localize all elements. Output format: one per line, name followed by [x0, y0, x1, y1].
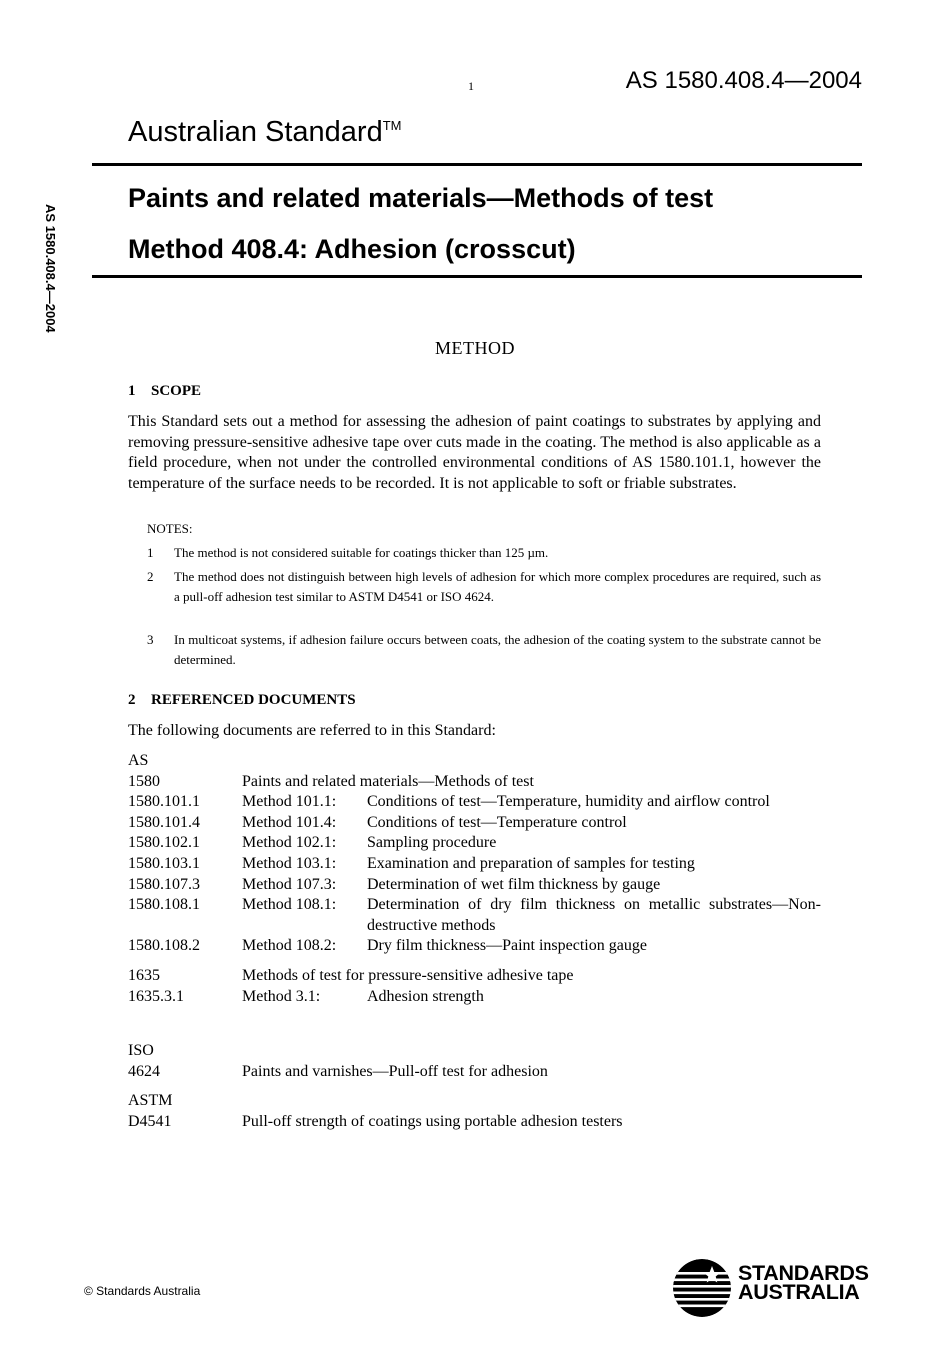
reference-title: Dry film thickness—Paint inspection gauge — [367, 937, 647, 955]
reference-title: Methods of test for pressure-sensitive adhesive tape — [242, 966, 574, 984]
reference-title: Conditions of test—Temperature, humidity and airflow control — [367, 793, 770, 811]
reference-row — [128, 833, 821, 854]
reference-title: Conditions of test—Temperature control — [367, 813, 627, 831]
reference-row — [128, 895, 821, 936]
group-label-astm: ASTM — [128, 1092, 173, 1109]
brand-title — [128, 116, 402, 149]
reference-row — [128, 1112, 821, 1133]
method-heading: METHOD — [435, 338, 515, 358]
note-item — [147, 543, 821, 563]
reference-code: 1635.3.1 — [128, 987, 184, 1005]
note-number: 2 — [147, 569, 154, 584]
reference-row — [128, 987, 821, 1008]
reference-row — [128, 792, 821, 813]
reference-row — [128, 875, 821, 896]
references-number: 2 — [128, 692, 136, 708]
logo-line-1: STANDARDS — [738, 1261, 869, 1285]
notes-label: NOTES: — [147, 521, 193, 536]
standard-id: AS 1580.408.4—2004 — [625, 67, 862, 94]
standards-australia-logo-icon — [672, 1258, 732, 1318]
note-number: 1 — [147, 545, 154, 560]
note-number: 3 — [147, 632, 154, 647]
reference-title: Determination of dry film thickness on metallic substrates—Non-destructive methods — [367, 896, 821, 934]
reference-row — [128, 936, 821, 957]
reference-code: 1580.102.1 — [128, 834, 200, 852]
astm-reference-group — [128, 1091, 821, 1132]
reference-title: Paints and related materials—Methods of test — [242, 772, 534, 790]
note-item — [147, 630, 821, 669]
reference-method: Method 101.1: — [242, 793, 337, 811]
reference-code: 4624 — [128, 1062, 160, 1080]
scope-paragraph: This Standard sets out a method for assessing the adhesion of paint coatings to substrates by applying and removing pressure-sensitive adhesive tape over cuts made in the coating. The method is also applicable as a field procedure, when not under the controlled environmental conditions of AS 1580.101.1, however the temperature of the surface needs to be recorded. It is not applicable to soft or friable substrates. — [128, 413, 821, 492]
reference-row — [128, 854, 821, 875]
reference-row — [128, 966, 821, 987]
copyright-notice: © Standards Australia — [84, 1284, 201, 1298]
group-label-iso: ISO — [128, 1042, 154, 1059]
reference-code: 1580 — [128, 772, 160, 790]
trademark-mark: TM — [382, 118, 402, 133]
reference-title: Sampling procedure — [367, 834, 497, 852]
reference-title: Pull-off strength of coatings using portable adhesion testers — [242, 1112, 623, 1130]
reference-method: Method 101.4: — [242, 813, 337, 831]
reference-method: Method 102.1: — [242, 834, 337, 852]
note-text: The method does not distinguish between high levels of adhesion for which more complex procedures are required, such as a pull-off adhesion test similar to ASTM D4541 or ISO 4624. — [174, 569, 821, 604]
reference-code: D4541 — [128, 1112, 172, 1130]
reference-code: 1580.107.3 — [128, 875, 200, 893]
reference-method: Method 107.3: — [242, 875, 337, 893]
brand-name: Australian Standard — [128, 116, 383, 148]
reference-title: Examination and preparation of samples for testing — [367, 854, 695, 872]
references-heading — [128, 692, 356, 709]
reference-title: Paints and varnishes—Pull-off test for adhesion — [242, 1062, 548, 1080]
scope-heading — [128, 383, 201, 400]
document-subtitle: Method 408.4: Adhesion (crosscut) — [128, 234, 576, 264]
reference-method: Method 3.1: — [242, 987, 321, 1005]
logo-line-2: AUSTRALIA — [738, 1280, 860, 1304]
reference-row — [128, 1062, 821, 1083]
reference-method: Method 108.1: — [242, 896, 337, 914]
reference-method: Method 103.1: — [242, 854, 337, 872]
note-text: In multicoat systems, if adhesion failure occurs between coats, the adhesion of the coating system to the substrate cannot be determined. — [174, 632, 821, 667]
note-item — [147, 567, 821, 606]
reference-row — [128, 813, 821, 834]
reference-code: 1580.103.1 — [128, 854, 200, 872]
reference-code: 1635 — [128, 966, 160, 984]
references-intro: The following documents are referred to in this Standard: — [128, 722, 496, 739]
group-label-as: AS — [128, 752, 149, 769]
reference-code: 1580.101.1 — [128, 793, 200, 811]
reference-code: 1580.101.4 — [128, 813, 200, 831]
logo-wordmark — [738, 1261, 869, 1304]
page-number: 1 — [468, 79, 474, 93]
side-standard-id: AS 1580.408.4—2004 — [43, 204, 58, 333]
reference-code: 1580.108.1 — [128, 896, 200, 914]
reference-title: Adhesion strength — [367, 987, 484, 1005]
reference-code: 1580.108.2 — [128, 937, 200, 955]
document-title: Paints and related materials—Methods of test — [128, 183, 714, 213]
references-title: REFERENCED DOCUMENTS — [151, 692, 356, 708]
top-rule — [92, 163, 862, 166]
scope-number: 1 — [128, 383, 136, 399]
note-text: The method is not considered suitable for coatings thicker than 125 µm. — [174, 545, 549, 560]
iso-reference-group — [128, 1041, 821, 1082]
reference-row — [128, 772, 821, 793]
reference-method: Method 108.2: — [242, 937, 337, 955]
as-reference-group — [128, 751, 821, 1007]
reference-title: Determination of wet film thickness by gauge — [367, 875, 661, 893]
scope-title: SCOPE — [151, 383, 202, 399]
title-rule — [92, 275, 862, 278]
